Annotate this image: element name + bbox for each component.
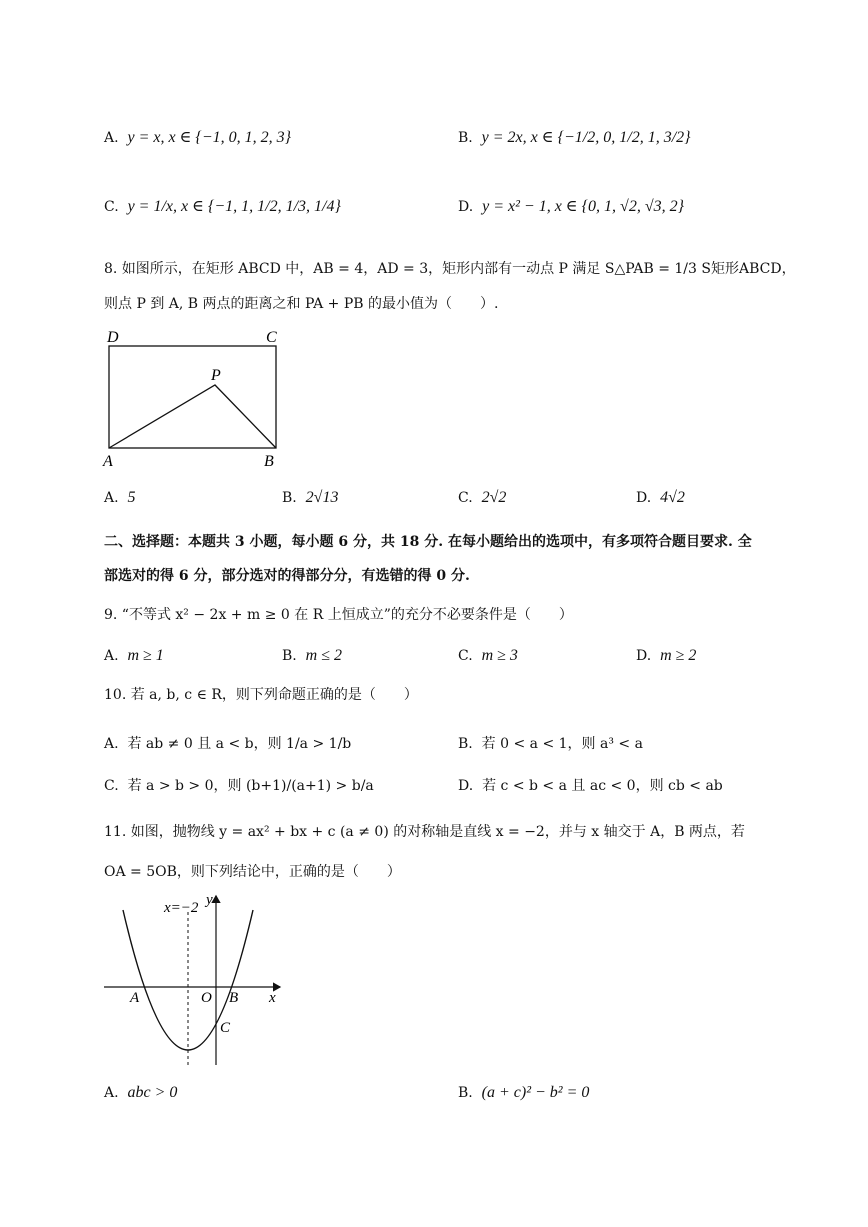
q8-option-a: A. 5 bbox=[104, 489, 136, 506]
label-c: C bbox=[220, 1020, 231, 1036]
segments-pa-pb bbox=[109, 385, 276, 448]
q9-stem: 9. “不等式 x² − 2x + m ≥ 0 在 R 上恒成立”的充分不必要条件是（ ） bbox=[104, 607, 573, 623]
q8-figure bbox=[100, 324, 290, 474]
label-b: B bbox=[264, 453, 274, 470]
q11-option-a: A. abc > 0 bbox=[104, 1084, 178, 1101]
q8-stem-line1: 8. 如图所示，在矩形 ABCD 中，AB = 4，AD = 3，矩形内部有一动点 P 满足 S△PAB = 1/3 S矩形ABCD， bbox=[104, 261, 796, 277]
label-b: B bbox=[229, 990, 239, 1006]
q11-option-b: B. (a + c)² − b² = 0 bbox=[458, 1084, 590, 1101]
label-axis-line: x=−2 bbox=[164, 900, 199, 916]
label-p: P bbox=[211, 367, 221, 384]
q7-option-d: D. y = x² − 1, x ∈ {0, 1, √2, √3, 2} bbox=[458, 198, 684, 215]
q7-option-c: C. y = 1/x, x ∈ {−1, 1, 1/2, 1/3, 1/4} bbox=[104, 198, 341, 215]
q9-option-b: B. m ≤ 2 bbox=[282, 647, 342, 664]
q7-option-a: A. y = x, x ∈ {−1, 0, 1, 2, 3} bbox=[104, 129, 292, 146]
q10-option-b: B. 若 0 < a < 1，则 a³ < a bbox=[458, 736, 643, 752]
q9-option-a: A. m ≥ 1 bbox=[104, 647, 164, 664]
q10-option-a: A. 若 ab ≠ 0 且 a < b，则 1/a > 1/b bbox=[104, 736, 352, 752]
q8-option-b: B. 2√13 bbox=[282, 489, 339, 506]
label-d: D bbox=[107, 329, 119, 346]
q8-option-d: D. 4√2 bbox=[636, 489, 685, 506]
q11-stem-line2: OA = 5OB，则下列结论中，正确的是（ ） bbox=[104, 864, 401, 880]
label-o: O bbox=[201, 990, 212, 1006]
q9-option-c: C. m ≥ 3 bbox=[458, 647, 518, 664]
label-y: y bbox=[206, 892, 213, 908]
q9-option-d: D. m ≥ 2 bbox=[636, 647, 697, 664]
q10-stem: 10. 若 a, b, c ∈ R，则下列命题正确的是（ ） bbox=[104, 687, 418, 703]
q10-option-c: C. 若 a > b > 0，则 (b+1)/(a+1) > b/a bbox=[104, 778, 374, 794]
label-x: x bbox=[269, 990, 276, 1006]
section-2-heading-line1: 二、选择题：本题共 3 小题，每小题 6 分，共 18 分. 在每小题给出的选项中，有多项符合题目要求. 全 bbox=[104, 534, 752, 550]
section-2-heading-line2: 部选对的得 6 分，部分选对的得部分分，有选错的得 0 分. bbox=[104, 568, 470, 584]
q11-stem-line1: 11. 如图，抛物线 y = ax² + bx + c (a ≠ 0) 的对称轴是直线 x = −2，并与 x 轴交于 A，B 两点，若 bbox=[104, 824, 745, 840]
label-c: C bbox=[266, 329, 277, 346]
q11-figure bbox=[100, 890, 290, 1070]
label-a: A bbox=[130, 990, 140, 1006]
q10-option-d: D. 若 c < b < a 且 ac < 0，则 cb < ab bbox=[458, 778, 723, 794]
q7-option-b: B. y = 2x, x ∈ {−1/2, 0, 1/2, 1, 3/2} bbox=[458, 129, 691, 146]
label-a: A bbox=[103, 453, 113, 470]
q8-stem-line2: 则点 P 到 A, B 两点的距离之和 PA + PB 的最小值为（ ）. bbox=[104, 296, 499, 312]
q8-option-c: C. 2√2 bbox=[458, 489, 507, 506]
